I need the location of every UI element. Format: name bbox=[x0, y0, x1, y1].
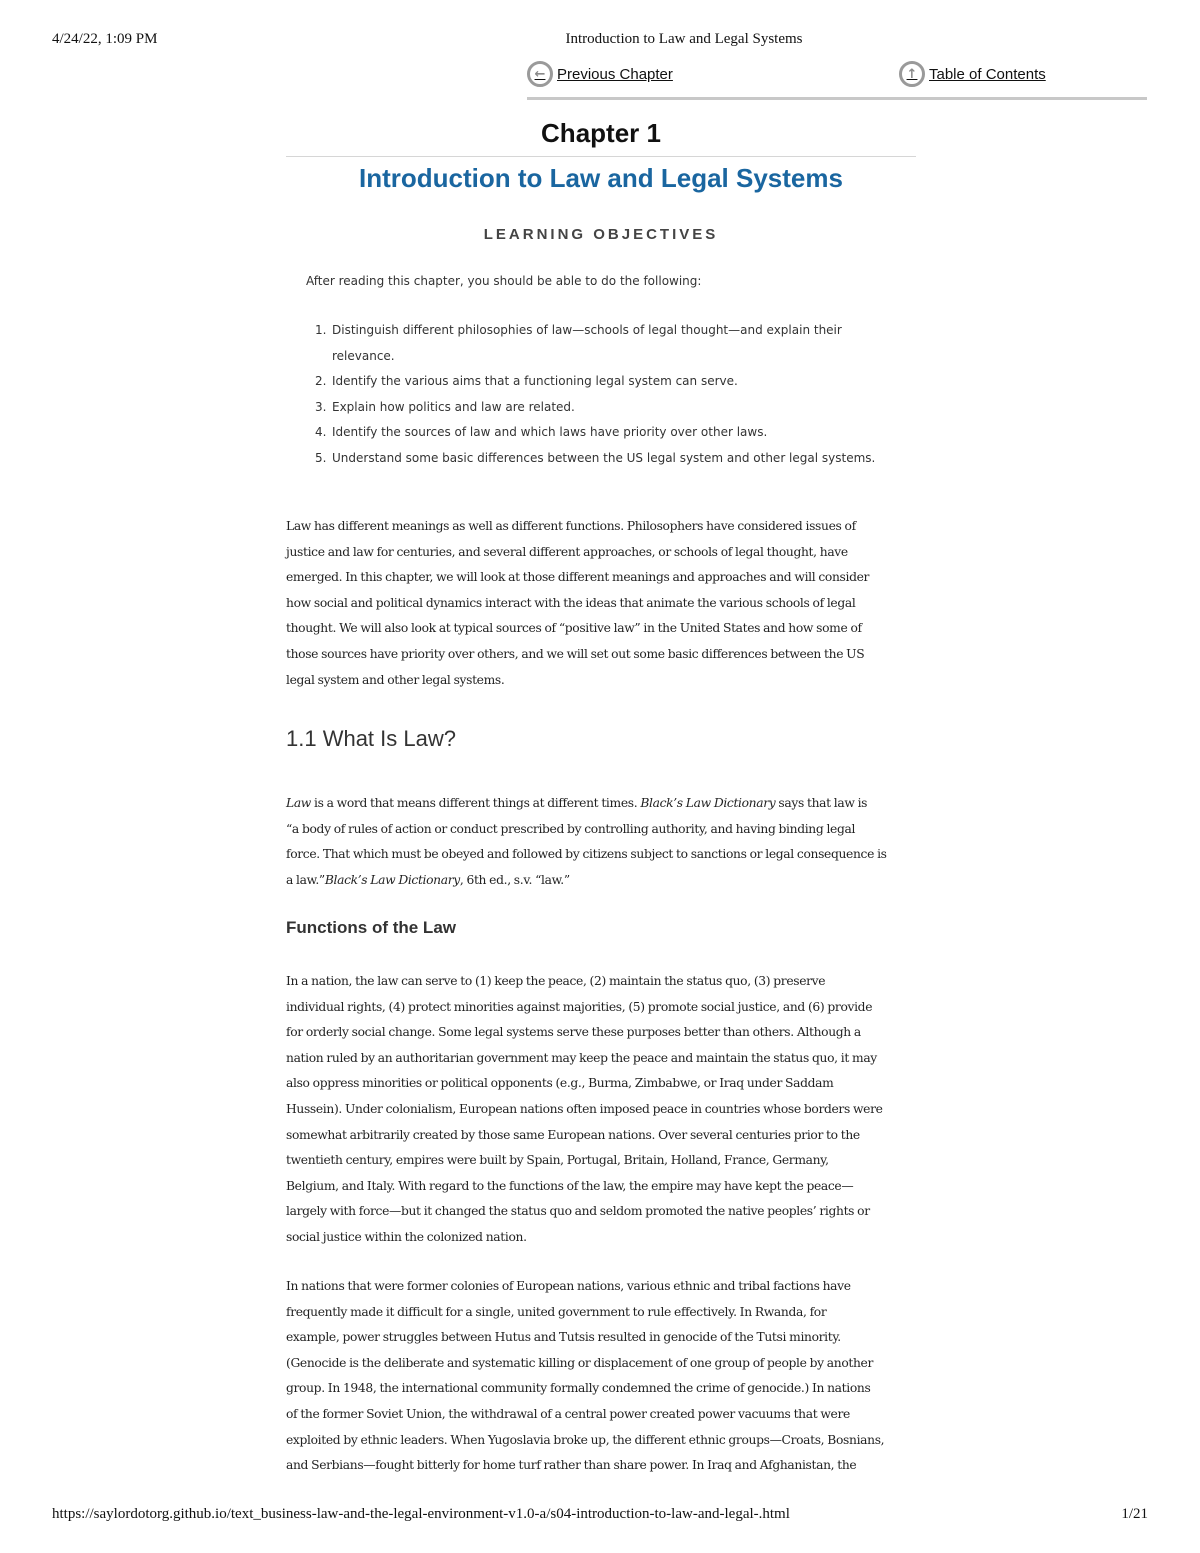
list-item bbox=[315, 395, 892, 421]
text-line bbox=[286, 791, 918, 817]
text-line: those sources have priority over others, and we will set out some basic differences between the US bbox=[286, 646, 865, 661]
subsection-heading-functions-of-law: Functions of the Law bbox=[286, 918, 456, 937]
learning-objectives-heading: LEARNING OBJECTIVES bbox=[483, 226, 719, 243]
text-line: also oppress minorities or political opponents (e.g., Burma, Zimbabwe, or Iraq under Saddam bbox=[286, 1076, 834, 1091]
previous-chapter-link[interactable] bbox=[527, 61, 673, 87]
list-item-text: Identify the sources of law and which laws have priority over other laws. bbox=[332, 425, 768, 439]
table-of-contents-label: Table of Contents bbox=[929, 65, 1046, 83]
blacks-law-dictionary-title: Black’s Law Dictionary bbox=[640, 796, 776, 810]
text-line: social justice within the colonized nation. bbox=[286, 1229, 527, 1244]
text-line: emerged. In this chapter, we will look at those different meanings and approaches and will consider bbox=[286, 570, 870, 585]
text-line: how social and political dynamics interact with the ideas that animate the various schools of legal bbox=[286, 595, 856, 610]
text-line bbox=[286, 868, 918, 894]
text-run: a law.” bbox=[286, 872, 325, 887]
text-line: for orderly social change. Some legal systems serve these purposes better than others. Although a bbox=[286, 1025, 861, 1040]
functions-paragraph-1 bbox=[286, 969, 918, 1251]
section-heading-what-is-law: 1.1 What Is Law? bbox=[286, 726, 456, 751]
list-item bbox=[315, 420, 892, 446]
text-line: justice and law for centuries, and several different approaches, or schools of legal thought, have bbox=[286, 544, 848, 559]
list-item bbox=[315, 318, 892, 369]
print-datetime: 4/24/22, 1:09 PM bbox=[52, 31, 158, 47]
previous-chapter-label: Previous Chapter bbox=[557, 65, 673, 83]
print-page-number: 1/21 bbox=[1121, 1506, 1148, 1522]
text-line: example, power struggles between Hutus and Tutsis resulted in genocide of the Tutsi minority. bbox=[286, 1330, 841, 1345]
list-item-number: 2. bbox=[315, 374, 327, 388]
chapter-title: Introduction to Law and Legal Systems bbox=[359, 163, 843, 193]
chapter-navigation bbox=[527, 59, 1147, 100]
list-item-text-cont: relevance. bbox=[332, 348, 395, 363]
list-item bbox=[315, 446, 892, 472]
text-line: and Serbians—fought bitterly for home turf rather than share power. In Iraq and Afghanistan, the bbox=[286, 1458, 857, 1473]
learning-objectives-intro: After reading this chapter, you should be able to do the following: bbox=[306, 274, 702, 288]
text-line: frequently made it difficult for a single, united government to rule effectively. In Rwanda, for bbox=[286, 1304, 827, 1319]
term-law: Law bbox=[286, 796, 311, 810]
text-line: In a nation, the law can serve to (1) keep the peace, (2) maintain the status quo, (3) preserve bbox=[286, 974, 826, 988]
chapter-number: Chapter 1 bbox=[541, 118, 661, 148]
table-of-contents-link[interactable] bbox=[899, 61, 1046, 87]
list-item-number: 1. bbox=[315, 323, 327, 337]
text-line: nation ruled by an authoritarian government may keep the peace and maintain the status quo, it may bbox=[286, 1050, 877, 1065]
text-line: legal system and other legal systems. bbox=[286, 672, 505, 687]
text-line: In nations that were former colonies of European nations, various ethnic and tribal factions have bbox=[286, 1279, 851, 1293]
print-doc-title: Introduction to Law and Legal Systems bbox=[565, 31, 803, 47]
learning-objectives-list bbox=[315, 318, 892, 471]
functions-paragraph-2 bbox=[286, 1274, 918, 1479]
list-item-text: Explain how politics and law are related. bbox=[332, 399, 575, 414]
text-run: is a word that means different things at different times. bbox=[310, 796, 641, 810]
text-line: individual rights, (4) protect minorities against majorities, (5) promote social justice, and (6) provide bbox=[286, 999, 873, 1014]
intro-paragraph bbox=[286, 514, 918, 693]
footnote-citation-title: Black’s Law Dictionary bbox=[324, 872, 460, 887]
list-item bbox=[315, 369, 892, 395]
text-line: twentieth century, empires were built by Spain, Portugal, Britain, Holland, France, Germany, bbox=[286, 1153, 829, 1168]
text-run: , 6th ed., s.v. “law.” bbox=[459, 872, 570, 887]
list-item-text: Identify the various aims that a functioning legal system can serve. bbox=[332, 374, 738, 388]
text-line: thought. We will also look at typical sources of “positive law” in the United States and how some of bbox=[286, 621, 862, 636]
text-line: Law has different meanings as well as different functions. Philosophers have considered issues of bbox=[286, 519, 856, 533]
text-line: exploited by ethnic leaders. When Yugoslavia broke up, the different ethnic groups—Croats, Bosnians, bbox=[286, 1432, 885, 1447]
arrow-up-circle-icon: ↑ bbox=[899, 61, 925, 87]
text-line: (Genocide is the deliberate and systematic killing or displacement of one group of people by another bbox=[286, 1355, 874, 1370]
text-line: Belgium, and Italy. With regard to the functions of the law, the empire may have kept the peace— bbox=[286, 1178, 854, 1193]
text-line: somewhat arbitrarily created by those same European nations. Over several centuries prior to the bbox=[286, 1127, 860, 1142]
text-line: Hussein). Under colonialism, European nations often imposed peace in countries whose borders were bbox=[286, 1101, 883, 1116]
text-line: of the former Soviet Union, the withdrawal of a central power created power vacuums that were bbox=[286, 1406, 850, 1421]
text-run: says that law is bbox=[775, 796, 868, 810]
chapter-divider bbox=[286, 156, 916, 157]
list-item-number: 5. bbox=[315, 450, 327, 465]
print-footer-url: https://saylordotorg.github.io/text_business-law-and-the-legal-environment-v1.0-a/s04-introduction-to-law-and-legal-.html bbox=[52, 1506, 790, 1522]
list-item-number: 4. bbox=[315, 425, 327, 439]
list-item-text: Distinguish different philosophies of law—schools of legal thought—and explain their bbox=[332, 323, 842, 337]
text-line: “a body of rules of action or conduct prescribed by controlling authority, and having binding legal bbox=[286, 821, 856, 836]
text-line: largely with force—but it changed the status quo and seldom promoted the native peoples’ rights or bbox=[286, 1204, 870, 1219]
list-item-number: 3. bbox=[315, 399, 327, 414]
arrow-left-circle-icon: ← bbox=[527, 61, 553, 87]
what-is-law-paragraph bbox=[286, 791, 918, 893]
text-line: group. In 1948, the international community formally condemned the crime of genocide.) In nations bbox=[286, 1381, 871, 1396]
text-line: force. That which must be obeyed and followed by citizens subject to sanctions or legal consequence is bbox=[286, 847, 887, 862]
list-item-text: Understand some basic differences between the US legal system and other legal systems. bbox=[332, 450, 876, 465]
